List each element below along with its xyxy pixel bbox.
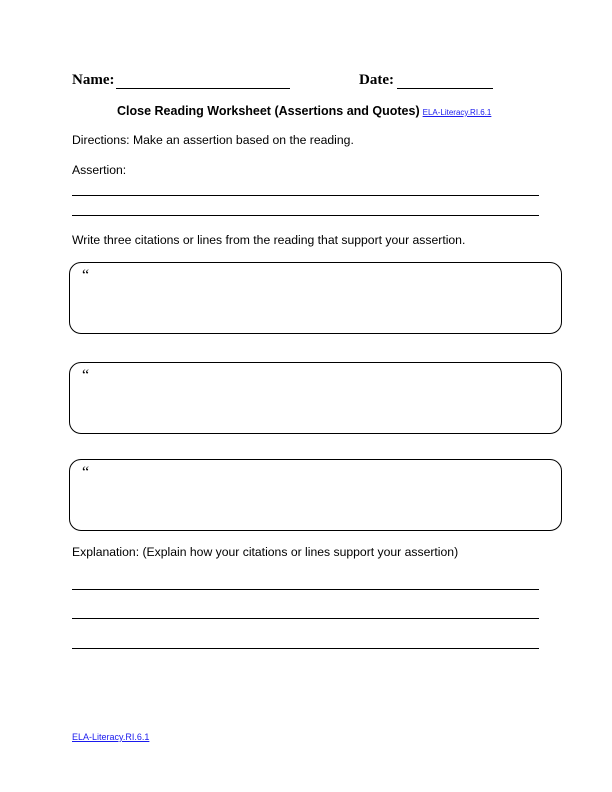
date-label: Date: [359, 72, 394, 88]
date-field[interactable] [397, 88, 493, 89]
worksheet-title [117, 104, 491, 118]
explanation-label: Explanation: (Explain how your citations or lines support your assertion) [72, 545, 459, 559]
citation-box-3[interactable] [69, 459, 562, 531]
explanation-line-3[interactable] [72, 648, 539, 649]
quote-mark: “ [82, 464, 90, 481]
worksheet-title-text: Close Reading Worksheet (Assertions and Quotes) [117, 104, 420, 118]
footer-standard-link[interactable]: ELA-Literacy.RI.6.1 [72, 732, 150, 742]
quote-mark: “ [82, 267, 90, 284]
quote-mark: “ [82, 367, 90, 384]
citation-box-2[interactable] [69, 362, 562, 434]
directions-text: Directions: Make an assertion based on the reading. [72, 133, 354, 147]
explanation-line-2[interactable] [72, 618, 539, 619]
assertion-line-2[interactable] [72, 215, 539, 216]
citation-box-1[interactable] [69, 262, 562, 334]
name-field[interactable] [116, 88, 290, 89]
assertion-line-1[interactable] [72, 195, 539, 196]
name-label: Name: [72, 72, 115, 88]
assertion-label: Assertion: [72, 163, 127, 177]
citations-prompt: Write three citations or lines from the reading that support your assertion. [72, 233, 466, 247]
standard-link[interactable]: ELA-Literacy.RI.6.1 [422, 108, 492, 117]
explanation-line-1[interactable] [72, 589, 539, 590]
